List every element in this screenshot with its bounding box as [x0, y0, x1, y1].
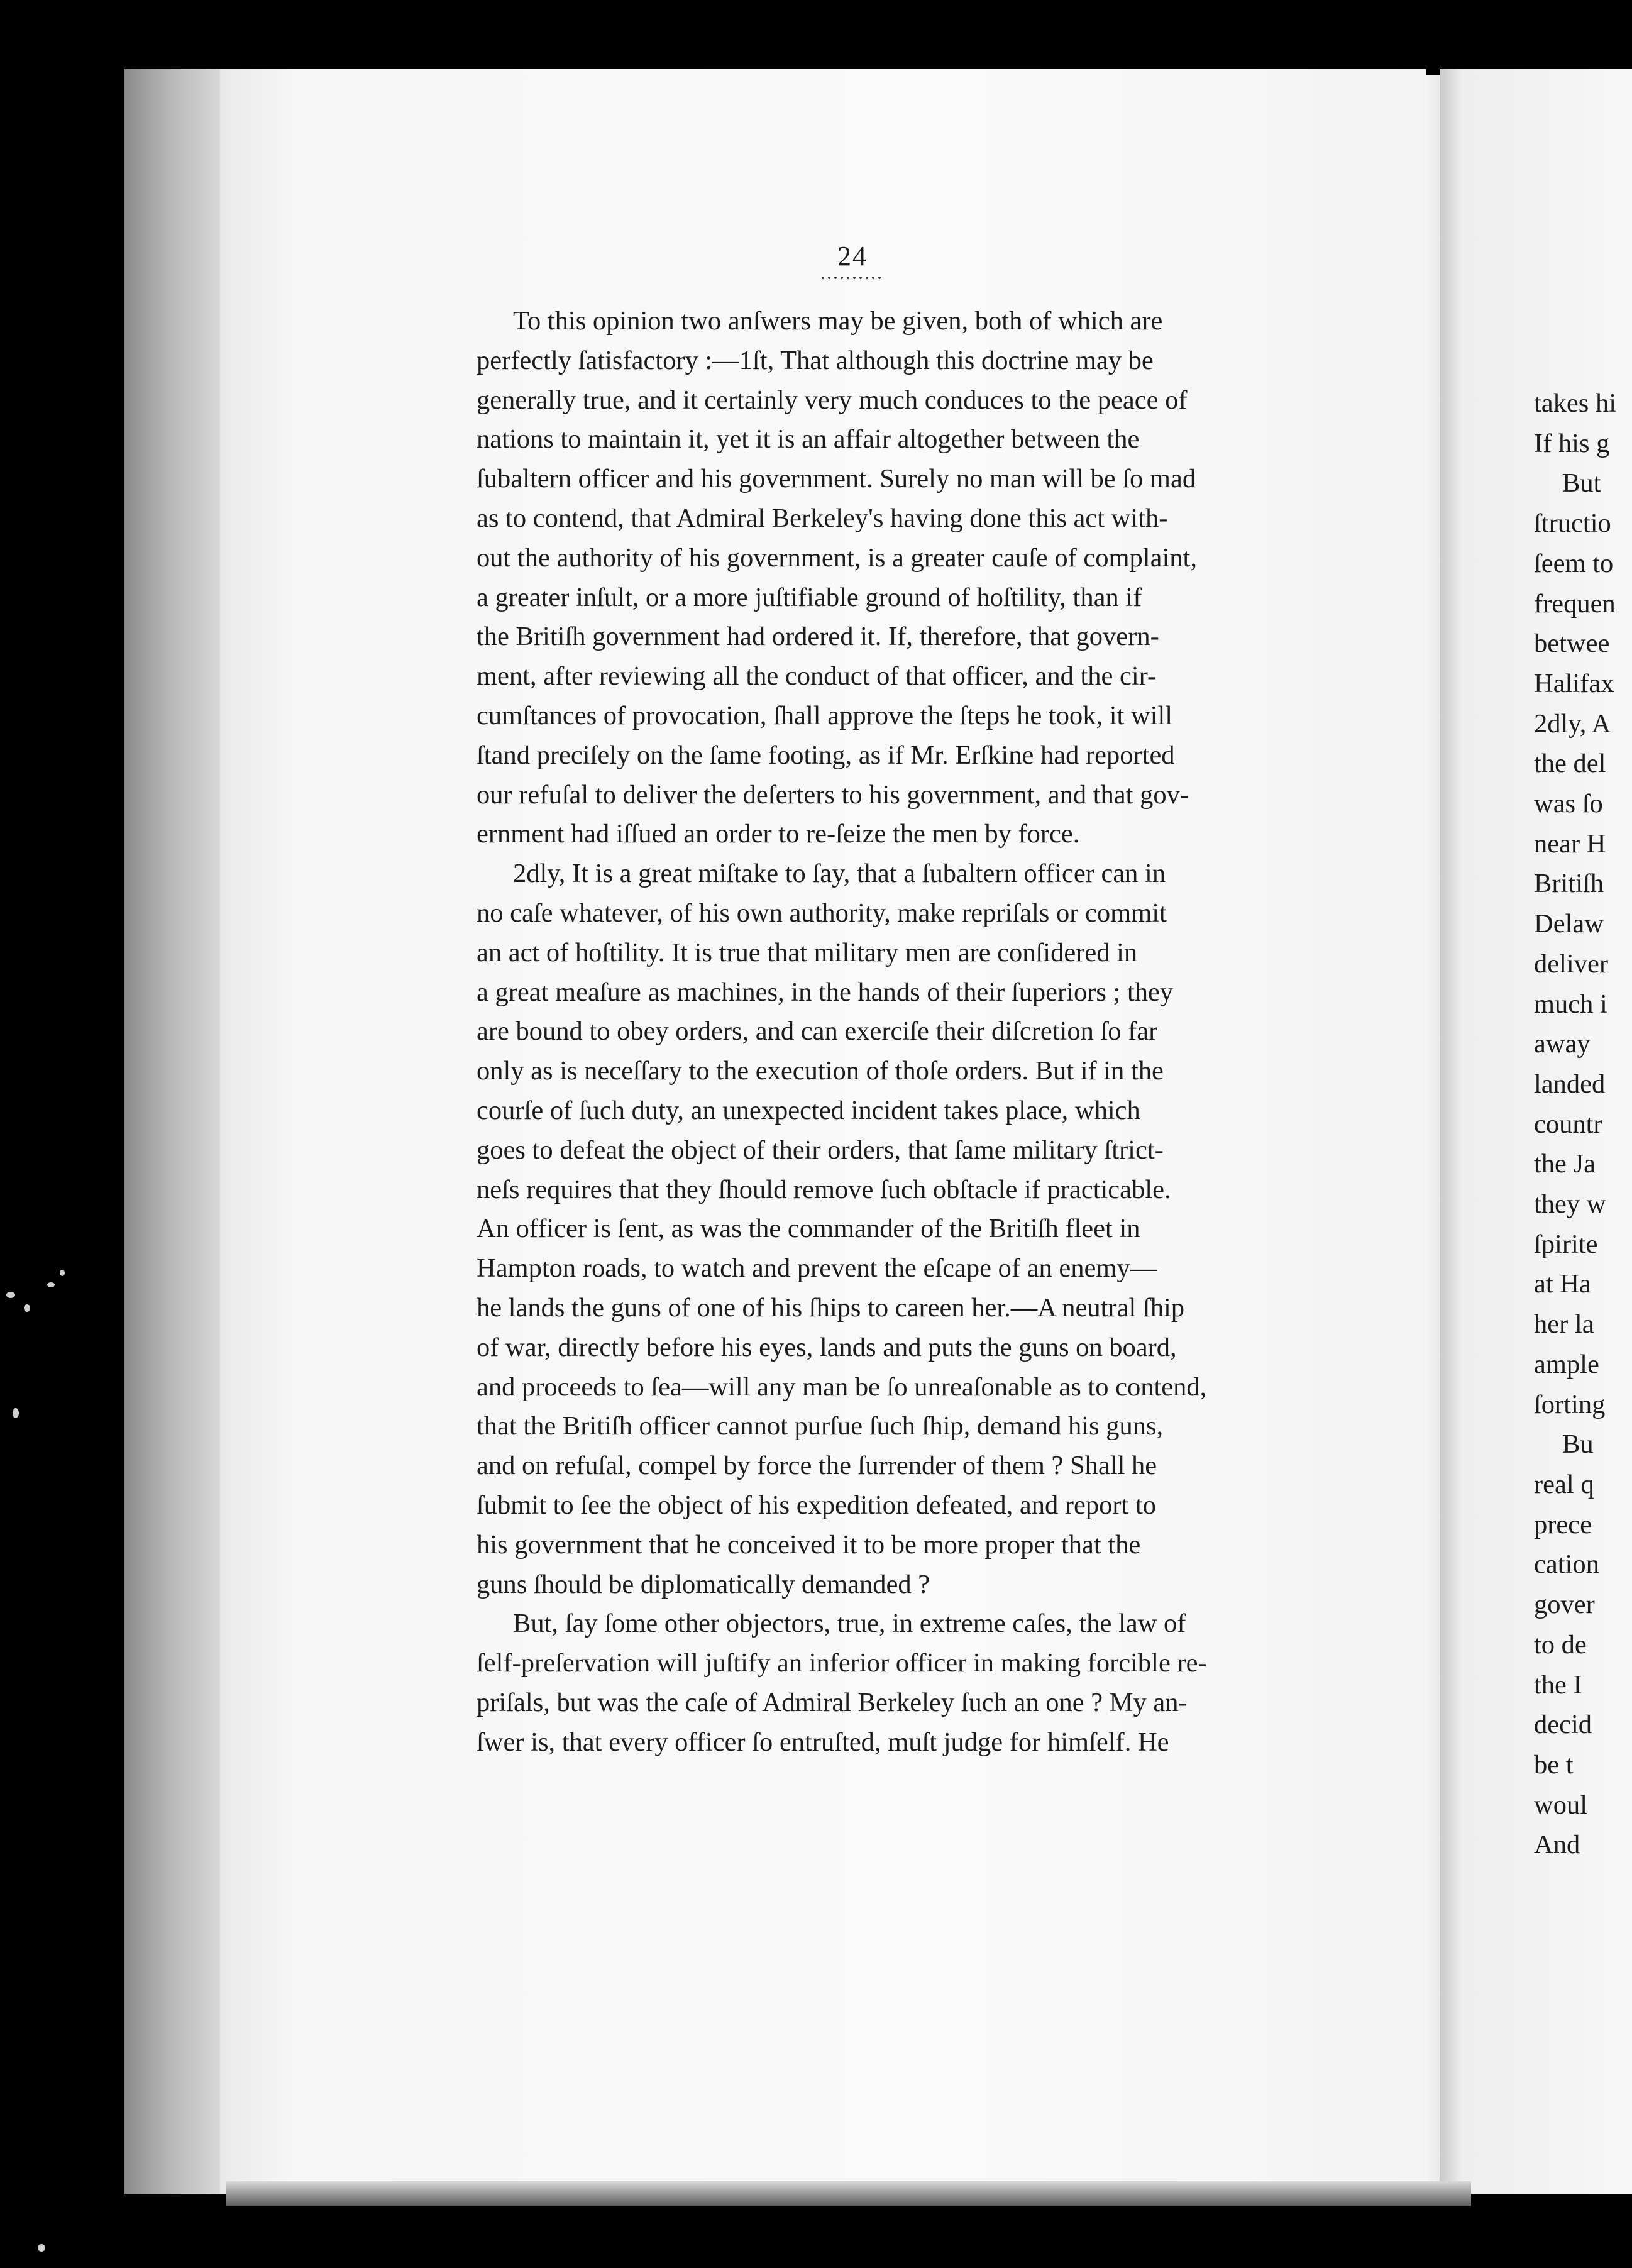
facing-text-line: her la: [1534, 1309, 1594, 1340]
facing-text-line: ſtructio: [1534, 509, 1611, 539]
facing-text-line: the del: [1534, 749, 1606, 779]
paragraph-1: [477, 302, 1297, 854]
facing-text-line: near H: [1534, 828, 1606, 859]
facing-text-line: Britiſh: [1534, 869, 1604, 899]
facing-text-line: Halifax: [1534, 668, 1614, 698]
text-line: only as is neceſſary to the execution of thoſe orders. But if in the: [477, 1056, 1164, 1086]
text-line: ſelf-preſervation will juſtify an inferior officer in making forcible re-: [477, 1648, 1207, 1678]
facing-text-line: to de: [1534, 1629, 1587, 1660]
facing-text-line: woul: [1534, 1790, 1587, 1820]
text-line: he lands the guns of one of his ſhips to careen her.—A neutral ſhip: [477, 1292, 1185, 1323]
facing-text-line: the Ja: [1534, 1149, 1596, 1179]
facing-text-line: ſeem to: [1534, 548, 1614, 578]
facing-text-line: was ſo: [1534, 789, 1603, 819]
text-line: courſe of ſuch duty, an unexpected incident takes place, which: [477, 1095, 1140, 1125]
facing-text-line: ample: [1534, 1349, 1599, 1379]
text-line: goes to defeat the object of their orders, that ſame military ſtrict-: [477, 1135, 1164, 1165]
facing-text-line: away: [1534, 1029, 1591, 1059]
page-bottom-edge: [226, 2181, 1471, 2206]
facing-text-line: the I: [1534, 1670, 1582, 1700]
text-line: But, ſay ſome other objectors, true, in extreme caſes, the law of: [513, 1609, 1186, 1639]
text-line: ſwer is, that every officer ſo entruſted, muſt judge for himſelf. He: [477, 1727, 1169, 1757]
paragraph-2: [477, 854, 1297, 1604]
scan-speck: [38, 2244, 45, 2252]
scan-speck: [60, 1270, 65, 1276]
text-line: perfectly ſatisfactory :—1ſt, That although this doctrine may be: [477, 345, 1154, 375]
facing-text-line: 2dly, A: [1534, 708, 1611, 739]
text-line: his government that he conceived it to be more proper that the: [477, 1529, 1141, 1560]
facing-text-line: they w: [1534, 1189, 1606, 1219]
page-number: 24: [837, 241, 868, 272]
text-line: an act of hoſtility. It is true that military men are conſidered in: [477, 937, 1138, 967]
text-line: ment, after reviewing all the conduct of that officer, and the cir-: [477, 661, 1157, 691]
scan-speck: [47, 1282, 55, 1287]
facing-text-line: Bu: [1562, 1429, 1594, 1460]
facing-text-line: And: [1534, 1830, 1580, 1860]
facing-text-line: ſorting: [1534, 1389, 1606, 1419]
text-line: cumſtances of provocation, ſhall approve the ſteps he took, it will: [477, 700, 1173, 730]
text-line: 2dly, It is a great miſtake to ſay, that a ſubaltern officer can in: [513, 859, 1166, 889]
text-line: priſals, but was the caſe of Admiral Berkeley ſuch an one ? My an-: [477, 1687, 1188, 1717]
facing-text-line: betwee: [1534, 629, 1610, 659]
text-line: generally true, and it certainly very much conduces to the peace of: [477, 385, 1188, 415]
facing-text-line: decid: [1534, 1710, 1592, 1740]
text-line: a greater inſult, or a more juſtifiable ground of hoſtility, than if: [477, 582, 1142, 612]
text-line: Hampton roads, to watch and prevent the eſcape of an enemy—: [477, 1253, 1157, 1284]
facing-page-text: [1534, 383, 1632, 1865]
scan-speck: [13, 1408, 19, 1418]
facing-text-line: Delaw: [1534, 909, 1604, 939]
text-line: that the Britiſh officer cannot purſue ſuch ſhip, demand his guns,: [477, 1411, 1164, 1441]
facing-text-line: landed: [1534, 1069, 1606, 1099]
facing-text-line: real q: [1534, 1469, 1594, 1499]
text-line: of war, directly before his eyes, lands and puts the guns on board,: [477, 1332, 1177, 1362]
facing-text-line: gover: [1534, 1590, 1595, 1620]
facing-page: [1440, 69, 1632, 2194]
facing-text-line: takes hi: [1534, 388, 1617, 418]
text-line: out the authority of his government, is a greater cauſe of complaint,: [477, 542, 1197, 573]
text-line: guns ſhould be diplomatically demanded ?: [477, 1569, 930, 1599]
facing-text-line: frequen: [1534, 588, 1616, 619]
text-line: are bound to obey orders, and can exerciſe their diſcretion ſo far: [477, 1016, 1158, 1047]
scan-speck: [6, 1292, 15, 1298]
text-line: neſs requires that they ſhould remove ſuch obſtacle if practicable.: [477, 1174, 1171, 1204]
text-line: ſubmit to ſee the object of his expedition defeated, and report to: [477, 1490, 1157, 1520]
text-line: the Britiſh government had ordered it. If, therefore, that govern-: [477, 622, 1159, 652]
text-line: and on refuſal, compel by force the ſurrender of them ? Shall he: [477, 1451, 1157, 1481]
body-text: [477, 302, 1297, 1762]
page-number-ornament: ··········: [820, 270, 884, 287]
text-line: and proceeds to ſea—will any man be ſo unreaſonable as to contend,: [477, 1372, 1207, 1402]
text-line: no caſe whatever, of his own authority, make repriſals or commit: [477, 898, 1167, 928]
text-line: To this opinion two anſwers may be given, both of which are: [513, 306, 1163, 336]
facing-text-line: at Ha: [1534, 1269, 1591, 1299]
facing-text-line: much i: [1534, 989, 1607, 1019]
facing-text-line: countr: [1534, 1109, 1602, 1139]
text-line: ernment had iſſued an order to re-ſeize the men by force.: [477, 819, 1080, 849]
paragraph-3: [477, 1604, 1297, 1762]
facing-text-line: If his g: [1534, 428, 1610, 458]
text-line: as to contend, that Admiral Berkeley's having done this act with-: [477, 503, 1168, 533]
facing-text-line: be t: [1534, 1749, 1574, 1780]
scan-speck: [24, 1304, 30, 1312]
facing-text-line: ſpirite: [1534, 1229, 1598, 1259]
facing-text-line: deliver: [1534, 949, 1608, 979]
text-line: a great meaſure as machines, in the hands of their ſuperiors ; they: [477, 977, 1174, 1007]
facing-text-line: But: [1562, 468, 1601, 498]
text-line: ſubaltern officer and his government. Surely no man will be ſo mad: [477, 464, 1196, 494]
text-line: our refuſal to deliver the deſerters to his government, and that gov-: [477, 779, 1189, 810]
facing-text-line: prece: [1534, 1509, 1592, 1539]
facing-text-line: cation: [1534, 1550, 1599, 1580]
text-line: ſtand preciſely on the ſame footing, as if Mr. Erſkine had reported: [477, 740, 1175, 770]
text-line: An officer is ſent, as was the commander of the Britiſh fleet in: [477, 1214, 1140, 1244]
text-line: nations to maintain it, yet it is an affair altogether between the: [477, 424, 1140, 454]
